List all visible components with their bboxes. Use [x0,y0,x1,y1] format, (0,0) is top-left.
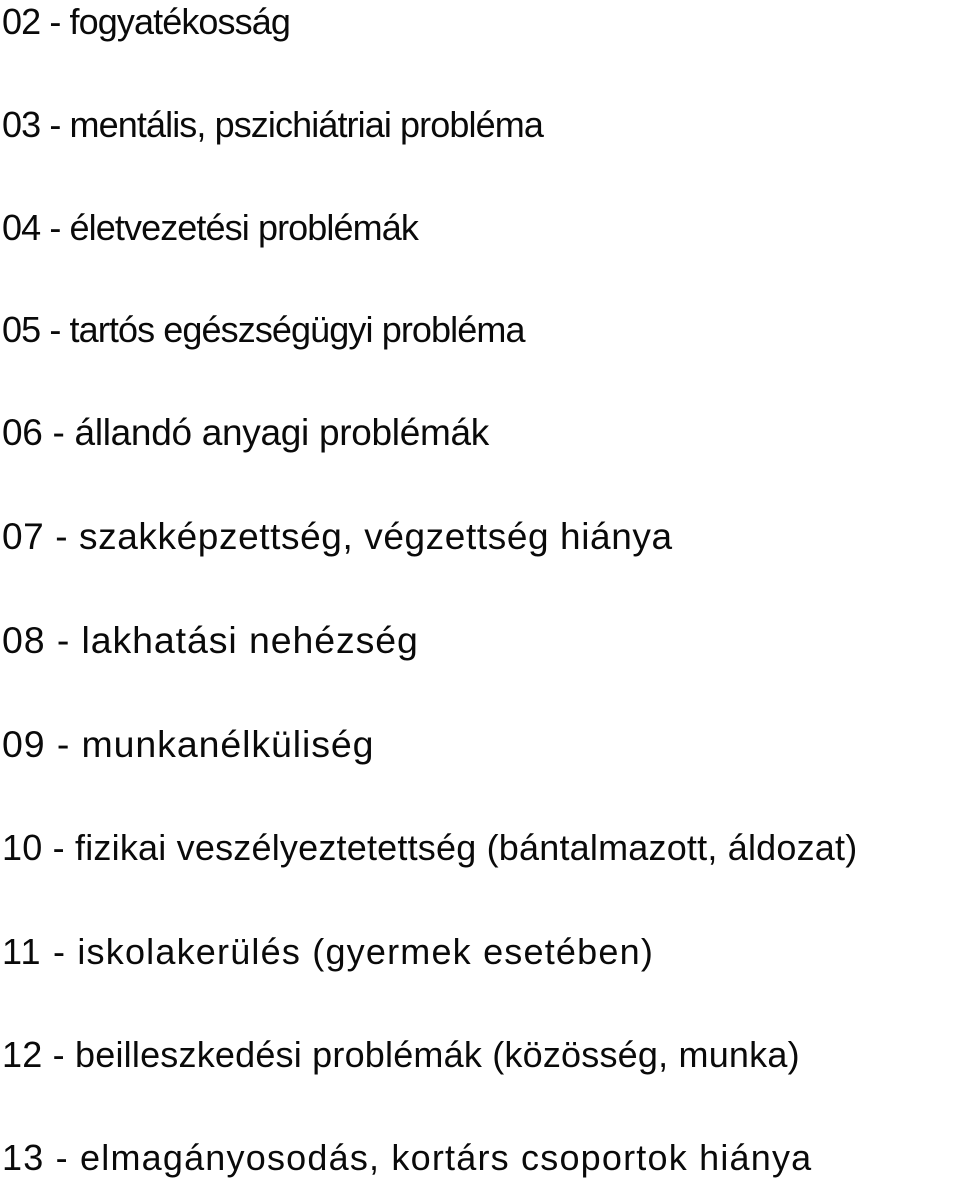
list-item-07: 07 - szakképzettség, végzettség hiánya [2,516,673,557]
list-item-06: 06 - állandó anyagi problémák [2,412,490,453]
list-item-10: 10 - fizikai veszélyeztetettség (bántalmazott, áldozat) [2,827,858,868]
list-item-13: 13 - elmagányosodás, kortárs csoportok hiánya [2,1137,813,1178]
list-item-11: 11 - iskolakerülés (gyermek esetében) [2,931,655,972]
list-item-09: 09 - munkanélküliség [2,723,375,765]
list-item-02: 02 - fogyatékosság [2,1,290,42]
list-item-08: 08 - lakhatási nehézség [2,619,419,661]
list-item-04: 04 - életvezetési problémák [2,207,418,248]
list-item-03: 03 - mentális, pszichiátriai probléma [2,104,543,145]
list-item-05: 05 - tartós egészségügyi probléma [2,309,525,350]
list-item-12: 12 - beilleszkedési problémák (közösség, munka) [2,1034,800,1075]
